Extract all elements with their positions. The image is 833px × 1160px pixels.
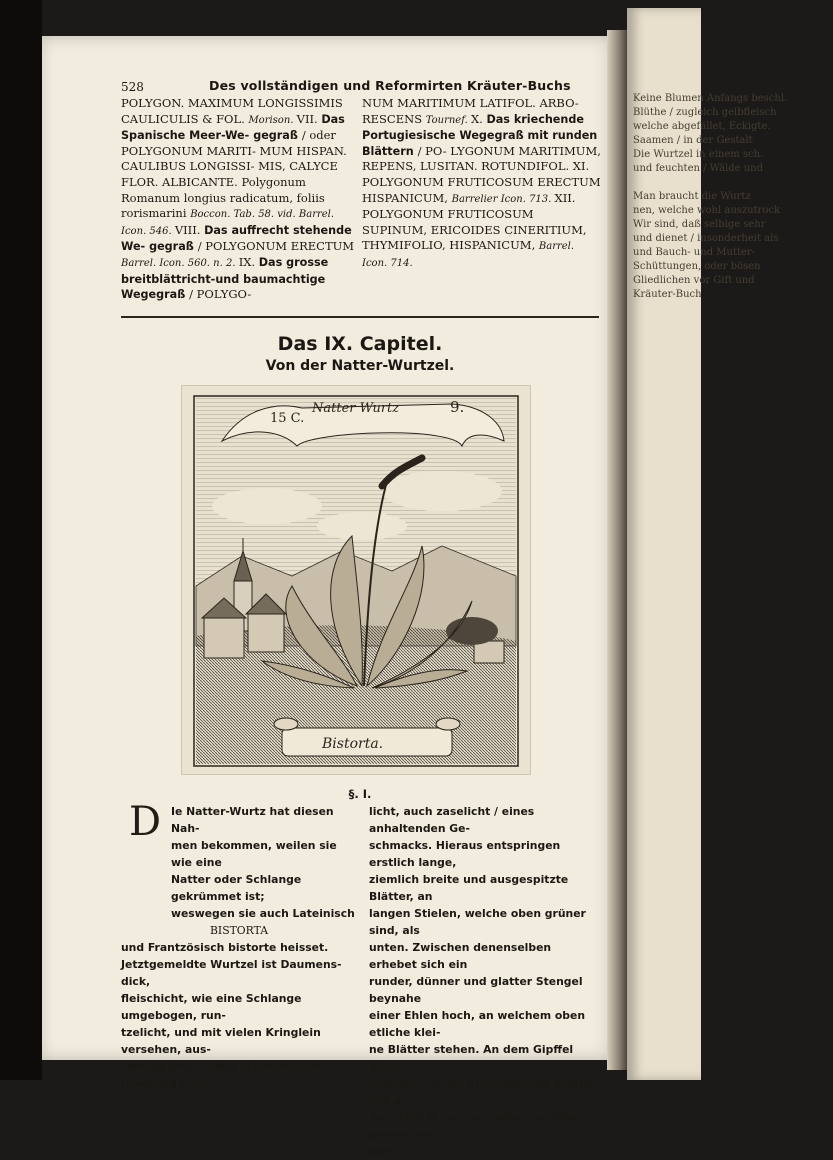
text-run: NUM MARITIMUM LATIFOL. ARBO- — [362, 96, 579, 110]
text-line: dem Flöh-Kraut, zu sehen, welche aus vielen — [369, 1111, 576, 1141]
facing-page — [627, 8, 788, 1080]
text-line: fleischicht, wie eine Schlange umgebogen, run- — [121, 992, 302, 1022]
text-line: Jetztgemeldte Wurtzel ist Daumens-dick, — [121, 958, 342, 988]
text-line: men bekommen, weilen sie wie eine — [171, 839, 337, 869]
text-run: Tournef. — [425, 114, 471, 126]
drop-cap: D — [128, 799, 162, 845]
text-line: tzelicht, und mit vielen Kringlein versehen, aus- — [121, 1026, 321, 1056]
facing-page-line: Saamen / in der Gestalt — [633, 135, 753, 146]
facing-page-line: nen, welche wohl auszutrock — [633, 205, 781, 216]
text-line: weswegen sie auch Lateinisch — [171, 907, 355, 920]
chapter-title: Das IX. Capitel. — [277, 333, 443, 355]
plate-banner-right-number: 9. — [450, 398, 465, 416]
body-left-column — [121, 803, 357, 1092]
text-run: SUPINUM, ERICOIDES CINERITIUM, — [362, 222, 587, 237]
facing-page-line: und dienet / insonderheit als — [633, 233, 779, 244]
text-run: VII. — [296, 111, 322, 126]
text-run: foliis rorismarini — [121, 190, 325, 221]
text-line: Ie Natter-Wurtz hat diesen Nah- — [171, 805, 334, 835]
text-run: Polygonum Romanum longius radicatum, — [121, 174, 306, 205]
text-run: Barrelier Icon. — [451, 193, 530, 205]
text-line: langen Stielen, welche oben grüner sind, als — [369, 907, 586, 937]
text-run: RESCENS — [362, 111, 426, 126]
text-line: Natter oder Schlange gekrümmet ist; — [171, 873, 302, 903]
text-run: CAULICULIS & FOL. — [121, 111, 249, 126]
facing-page-line: Blüthe / zugleich gelbfleisch — [633, 107, 777, 118]
scan-background — [0, 0, 42, 1080]
text-line: ziemlich breite und ausgespitzte Blätter, an — [369, 873, 569, 903]
plate-banner-text: Natter Wurtz — [312, 401, 400, 416]
top-right-column — [362, 96, 602, 272]
text-run: Das grosse breitblättricht-und — [121, 255, 329, 286]
text-run: 713. — [529, 193, 555, 205]
facing-page-line: Schüttungen, oder bösen — [633, 261, 761, 272]
text-run: Icon. 714. — [362, 257, 413, 269]
text-run: XI. POLYGONUM FRUTICOSUM — [362, 159, 590, 189]
text-line: unten. Zwischen denenselben erhebet sich ein — [369, 941, 552, 971]
book-gutter — [607, 30, 629, 1070]
text-run: baumachtige Wegegraß — [121, 272, 326, 302]
text-line: wendig braun oder schwartzlicht, inwendig röth- — [121, 1060, 326, 1090]
text-run: gegraß — [149, 240, 198, 254]
text-run: / POLYGO- — [189, 287, 252, 302]
text-run: POLYGON. MAXIMUM LONGISSIMIS — [121, 96, 343, 110]
text-run: LUSITAN. ROTUNDIFOL. — [420, 159, 573, 174]
facing-page-line: Wir sind, daß selbige sehr — [633, 219, 766, 230]
facing-page-line: Man braucht die Wurtz — [633, 191, 751, 202]
section-marker: §. I. — [348, 787, 372, 801]
text-run: XII. POLYGONUM FRUTICOSUM — [362, 190, 576, 222]
text-run: ERECTUM HISPANICUM, — [362, 174, 601, 205]
facing-page-line: Gliedlichen vor Gift und — [633, 275, 755, 286]
body-right-column — [369, 803, 599, 1160]
text-run: Morison. — [248, 114, 297, 126]
text-line: und Frantzösisch bistorte heisset. — [121, 941, 329, 954]
facing-page-line — [633, 176, 833, 190]
page-number: 528 — [121, 80, 144, 94]
facing-page-line: und Bauch- und Mutter- — [633, 247, 756, 258]
top-left-column — [121, 96, 357, 303]
text-line: schmacks. Hieraus entspringen erstlich lange, — [369, 839, 561, 869]
text-run: THYMIFOLIO, HISPANICUM, — [362, 238, 539, 253]
text-run: / oder POLYGONUM MARITI- — [121, 128, 336, 158]
facing-page-line: Kräuter-Buch — [633, 289, 702, 300]
chapter-subtitle: Von der Natter-Wurtzel. — [265, 358, 455, 374]
text-run: MUM HISPAN. CAULIBUS LONGISSI- — [121, 143, 347, 174]
text-run: / POLYGONUM ERECTUM — [197, 239, 355, 254]
text-run: MIS, CALYCE FLOR. ALBICANTE. — [121, 159, 338, 189]
engraving-illustration — [182, 386, 530, 774]
text-run: Barrel. Icon. 560. n. 2. — [121, 257, 239, 269]
section-rule — [121, 316, 599, 318]
plate-banner-left-number: 15 C. — [270, 411, 305, 426]
text-line: runder, dünner und glatter Stengel beynahe — [369, 975, 583, 1005]
text-run: IX. — [238, 254, 259, 269]
text-run: Das kriechende Portugiesische — [362, 112, 584, 143]
text-run: Boccon. Tab. 58. vid. Barrel. — [190, 209, 335, 221]
text-line: einer Ehlen hoch, an welchem oben etliche klei- — [369, 1009, 586, 1039]
text-run: Wegegraß mit runden Blättern — [362, 129, 598, 158]
facing-page-line: welche abgefället, Eckigte. — [633, 121, 771, 132]
text-line: licht, auch zaselicht / eines anhaltenden Ge- — [369, 805, 535, 835]
text-line: Stengels ist die ährenformige Blüthe, wie an — [369, 1077, 598, 1107]
text-run: LYGONUM MARITIMUM, REPENS, — [362, 143, 601, 174]
text-run: Barrel. — [538, 241, 575, 253]
facing-page-line: Die Wurtzel in einem sch. — [633, 149, 764, 160]
text-run: Das Spanische Meer-We- — [121, 112, 345, 143]
plate-bottom-label: Bistorta. — [322, 736, 384, 752]
engraving-plate — [181, 385, 531, 775]
text-run: X. — [470, 111, 487, 126]
text-run: Das auffrecht stehende We- — [121, 223, 352, 254]
facing-page-line: und feuchten / Wälde und — [633, 163, 764, 174]
running-title: Des vollständigen und Reformirten Kräuter-Buchs — [209, 78, 571, 93]
text-line: BISTORTA — [210, 924, 268, 937]
page-header — [121, 78, 601, 98]
text-run: gegraß — [253, 129, 302, 143]
facing-page-line: Keine Blumen Anfangs beschl. — [633, 93, 788, 104]
text-run: VIII. — [174, 222, 205, 237]
text-run: / PO- — [417, 143, 451, 158]
text-line: klei- — [369, 1145, 396, 1158]
text-run: Icon. 546. — [121, 225, 175, 237]
facing-page-text — [633, 92, 833, 302]
text-line: ne Blätter stehen. An dem Gipffel dieses — [369, 1043, 574, 1073]
